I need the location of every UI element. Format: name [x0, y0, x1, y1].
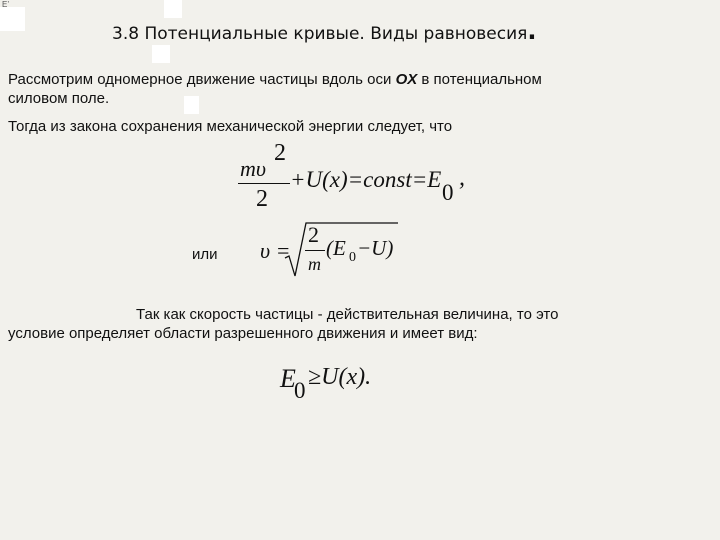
or-label: или	[192, 246, 218, 263]
title-text: 3.8 Потенциальные кривые. Виды равновесия	[112, 24, 528, 44]
eq3-base: E	[280, 364, 296, 393]
corner-mark: E’	[2, 0, 10, 9]
eq2-rest: −U)	[357, 236, 394, 260]
eq2-subscript: 0	[349, 250, 356, 265]
eq1-denominator: 2	[256, 186, 268, 212]
eq1-fraction-bar	[238, 183, 290, 184]
para1-line-2: силовом поле.	[8, 90, 110, 107]
eq1-num-power: 2	[274, 140, 286, 166]
paragraph-2: Тогда из закона сохранения механической энергии следует, что	[8, 118, 453, 135]
para1-text-b: в потенциальном	[417, 71, 542, 88]
eq1-comma: ,	[459, 165, 465, 191]
eq2-lhs: υ =	[260, 238, 291, 263]
eq1-rest: +U(x)=const=E	[290, 167, 442, 192]
page-title	[112, 17, 537, 45]
para1-text-a: Рассмотрим одномерное движение частицы вдоль оси	[8, 71, 396, 88]
paragraph-1	[8, 70, 542, 108]
decor-square-3	[152, 45, 170, 63]
eq1-subscript: 0	[442, 180, 454, 205]
eq2-denominator: m	[308, 254, 321, 274]
decor-square-1	[0, 7, 25, 31]
eq3-rest: ≥U(x).	[308, 364, 372, 390]
paragraph-3-line-1: Так как скорость частицы - действительная величина, то это	[136, 306, 559, 323]
paragraph-3-line-2: условие определяет области разрешенного движения и имеет вид:	[8, 325, 478, 342]
eq2-numerator: 2	[308, 222, 319, 247]
eq1-numerator: mυ	[240, 156, 266, 181]
axis-label: OX	[395, 71, 418, 88]
decor-square-2	[164, 0, 182, 18]
eq3-subscript: 0	[294, 378, 306, 403]
eq2-fraction-bar	[305, 250, 325, 251]
eq2-paren: (E	[326, 236, 346, 260]
title-period: .	[527, 17, 537, 45]
